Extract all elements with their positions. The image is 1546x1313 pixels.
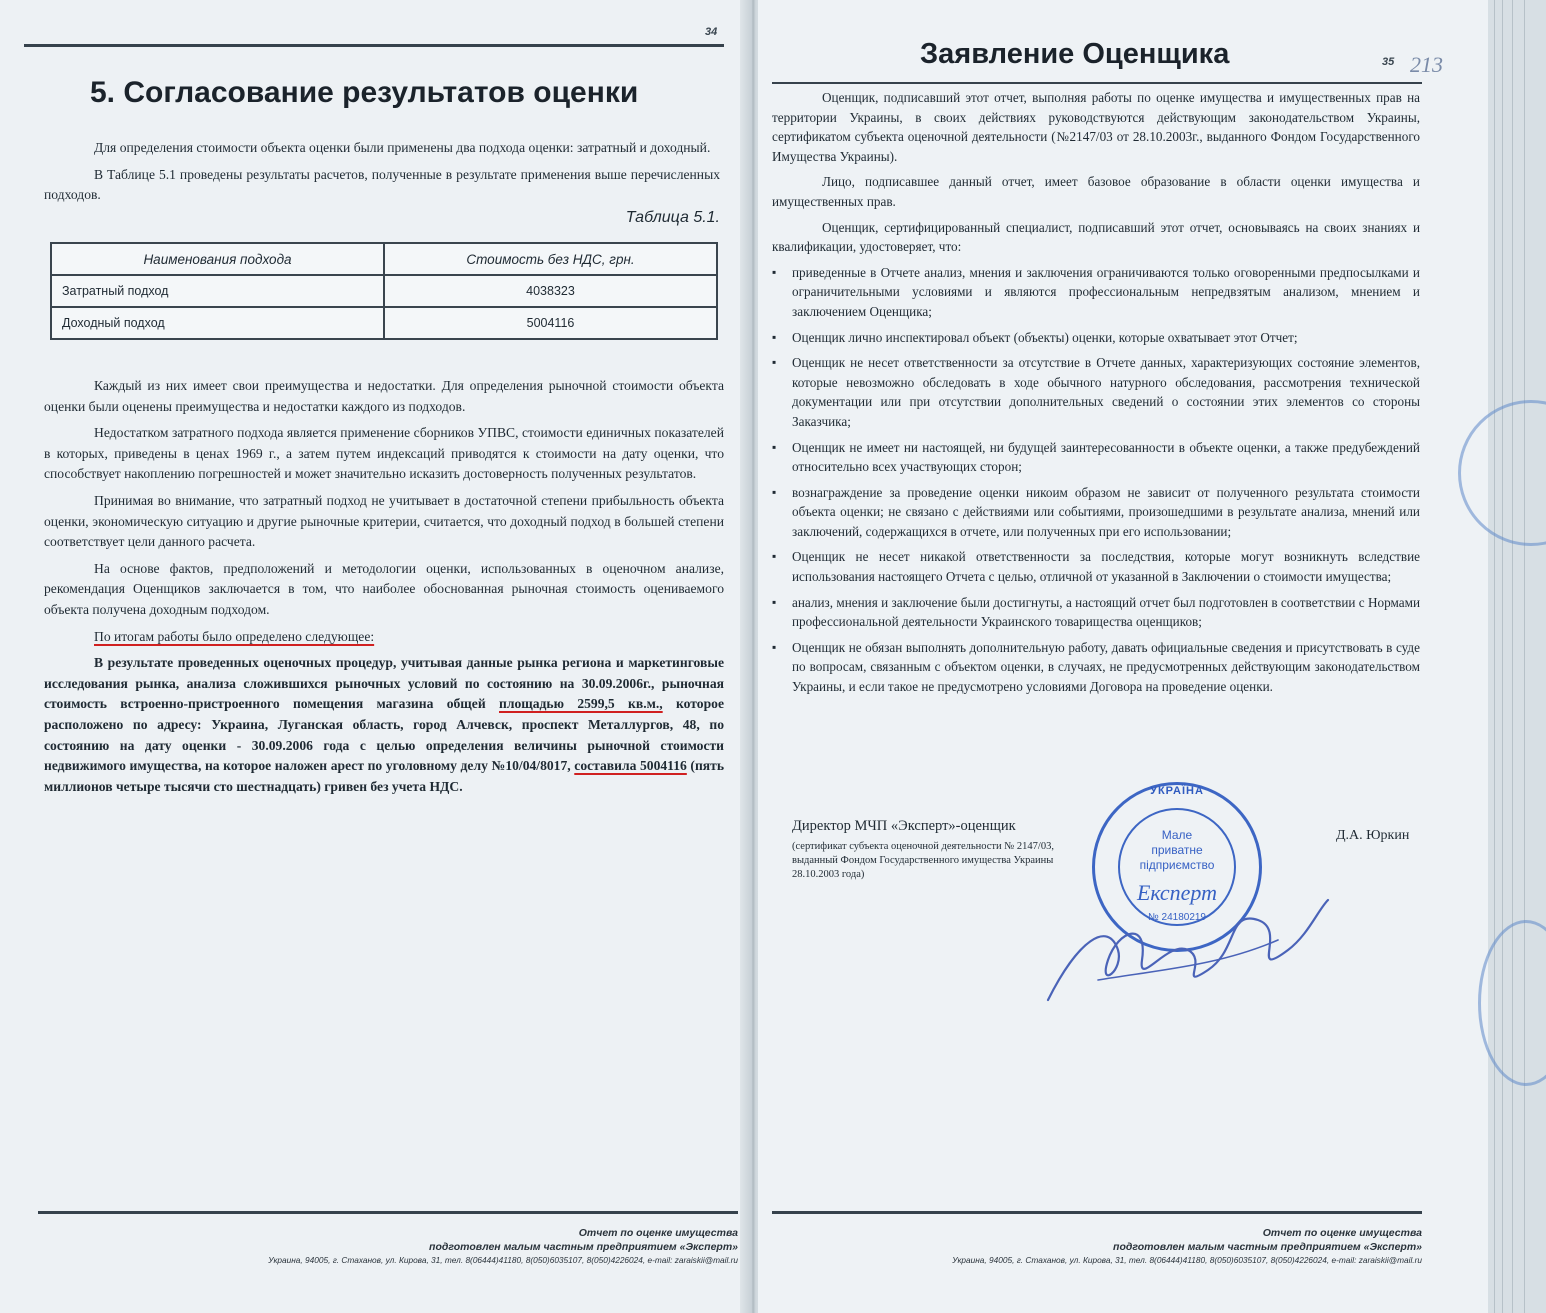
table-cell: 4038323 <box>384 275 717 307</box>
footer-address: Украина, 94005, г. Стаханов, ул. Кирова, 31, тел. 8(06444)41180, 8(050)6035107, 8(050)4226024, e-mail: zaraiskii@mail.ru <box>952 1255 1422 1265</box>
seal-code: № 24180219 <box>1148 912 1206 923</box>
paragraph: Каждый из них имеет свои преимущества и недостатки. Для определения рыночной стоимости объекта оценки были оценены преимущества и недостатки каждого из подходов. <box>44 378 724 414</box>
paragraph: В Таблице 5.1 проведены результаты расчетов, полученные в результате применения выше перечисленных подходов. <box>44 166 720 203</box>
paragraph: Принимая во внимание, что затратный подход не учитывает в достаточной степени прибыльность объекта оценки, экономическую ситуацию и другие рыночные критерии, считается, что доходный подход в большей степени соответствует цели данного расчета. <box>44 492 724 550</box>
handwritten-signature <box>1038 880 1338 1020</box>
table-cell: Доходный подход <box>51 307 384 339</box>
page-number: 34 <box>705 26 718 38</box>
conclusion-paragraph: В результате проведенных оценочных процедур, учитывая данные рынка региона и маркетинговые исследования рынка, анализа сложившихся рыночных условий по состоянию на 30.09.2006г., рыночная стоимость встроенно-пристроенного помещения магазина общей площадью 2599,5 кв.м., которое расположено по адресу: Украина, Луганская область, город Алчевск, проспект Металлургов, 48, по состоянию на дату оценки - 30.09.2006 года с целью определения величины рыночной стоимости недвижимого имущества, на которое наложен арест по уголовному делу №10/04/8017, составила 5004116 (пять миллионов четыре тысячи сто шестнадцать) гривен без учета НДС. <box>44 655 725 794</box>
footer-rule <box>38 1211 738 1214</box>
paragraph: На основе фактов, предположений и методологии оценки, использованных в оценочном анализе, рекомендация Оценщиков заключается в том, что наиболее обоснованная рыночная стоимость оцениваемого объекта получена доходным подходом. <box>44 560 724 617</box>
page-number: 35 <box>1382 56 1395 68</box>
statement-heading: Заявление Оценщика <box>920 38 1230 70</box>
partial-seal <box>1478 920 1546 1086</box>
list-item: ▪ Оценщик не обязан выполнять дополнительную работу, давать официальные сведения и присутствовать в суде по вопросам, связанным с объектом оценки, в случаях, не предусмотренных действующим законодательством Украины, и если такое не предусмотрено условиями Договора на проведение оценки. <box>772 638 1420 697</box>
seal-top-text: УКРАЇНА <box>1150 785 1204 797</box>
right-page <box>758 0 1488 1313</box>
footer-rule <box>772 1211 1422 1214</box>
seal-inner-text: Мале приватне підприємство <box>1139 828 1215 872</box>
list-item: ▪ Оценщик не имеет ни настоящей, ни будущей заинтересованности в объекте оценки, а также предубеждений относительно всех участвующих сторон; <box>772 438 1420 477</box>
attestation-list <box>772 263 1420 697</box>
area-highlight: площадью 2599,5 кв.м., <box>499 696 663 712</box>
list-item: ▪ Оценщик не несет никакой ответственности за последствия, которые могут возникнуть вследствие использования настоящего Отчета с целью, отличной от указанной в Заключении о стоимости имущества; <box>772 547 1420 586</box>
list-item: ▪ вознаграждение за проведение оценки никоим образом не зависит от полученного результата стоимости объекта оценки; не связано с действиями или событиями, произошедшими в результате анализа, мнений или заключений, содержащихся в отчете, или полученных при его использовании; <box>772 483 1420 542</box>
intro-block <box>44 138 720 228</box>
footer <box>768 1226 1422 1267</box>
certificate-note: (сертификат субъекта оценочной деятельности № 2147/03, выданный Фондом Государственного имущества Украины 28.10.2003 года) <box>792 841 1054 880</box>
table-cell: Затратный подход <box>51 275 384 307</box>
paragraph: Для определения стоимости объекта оценки были применены два подхода оценки: затратный и доходный. <box>94 140 711 155</box>
paragraph: Недостатком затратного подхода является применение сборников УПВС, стоимости единичных показателей в которых, приведены в ценах 1969 г., а затем путем индексаций приводятся к стоимости на дату оценки, что способствует накоплению погрешностей и может значительно исказить достоверность полученных результатов. <box>44 425 724 482</box>
signatory-name: Д.А. Юркин <box>1336 828 1410 843</box>
seal-company-name: Експерт <box>1136 880 1218 905</box>
footer <box>30 1226 738 1267</box>
list-item: ▪ приведенные в Отчете анализ, мнения и заключения ограничиваются только оговоренными предпосылками и ограничительными условиями и являются профессиональным непредвзятым анализом, мнением и заключением Оценщика; <box>772 263 1420 322</box>
paragraph: Оценщик, сертифицированный специалист, подписавший этот отчет, основываясь на своих знаниях и квалификации, удостоверяет, что: <box>772 219 1420 255</box>
table-row <box>51 275 717 307</box>
section-heading: 5. Согласование результатов оценки <box>90 76 639 109</box>
table-cell: 5004116 <box>384 307 717 339</box>
body-block <box>44 376 724 797</box>
header-rule <box>24 44 724 47</box>
list-item: ▪ Оценщик не несет ответственности за отсутствие в Отчете данных, характеризующих состояние элементов, которые невозможно обследовать в ходе обычного натурного обследования, рассмотрения технической документации или при отсутствии дополнительных сведений о состоянии этих элементов со стороны Заказчика; <box>772 353 1420 431</box>
table-header-row <box>51 243 717 275</box>
statement-body <box>772 88 1420 697</box>
table-header-cell: Наименования подхода <box>51 243 384 275</box>
paragraph: Лицо, подписавшее данный отчет, имеет базовое образование в области оценки имущества и имущественных прав. <box>772 174 1420 209</box>
list-item: ▪ Оценщик лично инспектировал объект (объекты) оценки, которые охватывает этот Отчет; <box>772 328 1420 348</box>
paragraph: Оценщик, подписавший этот отчет, выполняя работы по оценке имущества и имущественных прав на территории Украины, в своих действиях руководствуются действующим законодательством Украины, сертификатом субъекта оценочной деятельности (№2147/03 от 28.10.2003г., выданного Фондом Государственного Имущества Украины). <box>772 90 1420 164</box>
signatory-title: Директор МЧП «Эксперт»-оценщик <box>792 818 1016 834</box>
list-item: ▪ анализ, мнения и заключение были достигнуты, а настоящий отчет был подготовлен в соответствии с Нормами профессиональной деятельности Украинского товарищества оценщиков; <box>772 593 1420 632</box>
footer-line: подготовлен малым частным предприятием «Эксперт» <box>429 1241 738 1253</box>
table-row <box>51 307 717 339</box>
table-caption: Таблица 5.1. <box>625 208 720 226</box>
handwritten-page-note: 213 <box>1410 52 1443 77</box>
result-intro-text: По итогам работы было определено следующее: <box>94 628 375 644</box>
value-highlight: составила 5004116 <box>574 758 687 774</box>
footer-line: Отчет по оценке имущества <box>1262 1227 1422 1239</box>
footer-line: Отчет по оценке имущества <box>578 1227 738 1239</box>
results-table <box>50 242 718 340</box>
footer-line: подготовлен малым частным предприятием «Эксперт» <box>1113 1241 1422 1253</box>
page-stack-edge <box>1488 0 1546 1313</box>
result-intro <box>44 627 724 648</box>
footer-address: Украина, 94005, г. Стаханов, ул. Кирова, 31, тел. 8(06444)41180, 8(050)6035107, 8(050)4226024, e-mail: zaraiskii@mail.ru <box>268 1255 738 1265</box>
left-page <box>0 0 752 1313</box>
header-rule <box>772 82 1422 84</box>
table-header-cell: Стоимость без НДС, грн. <box>384 243 717 275</box>
